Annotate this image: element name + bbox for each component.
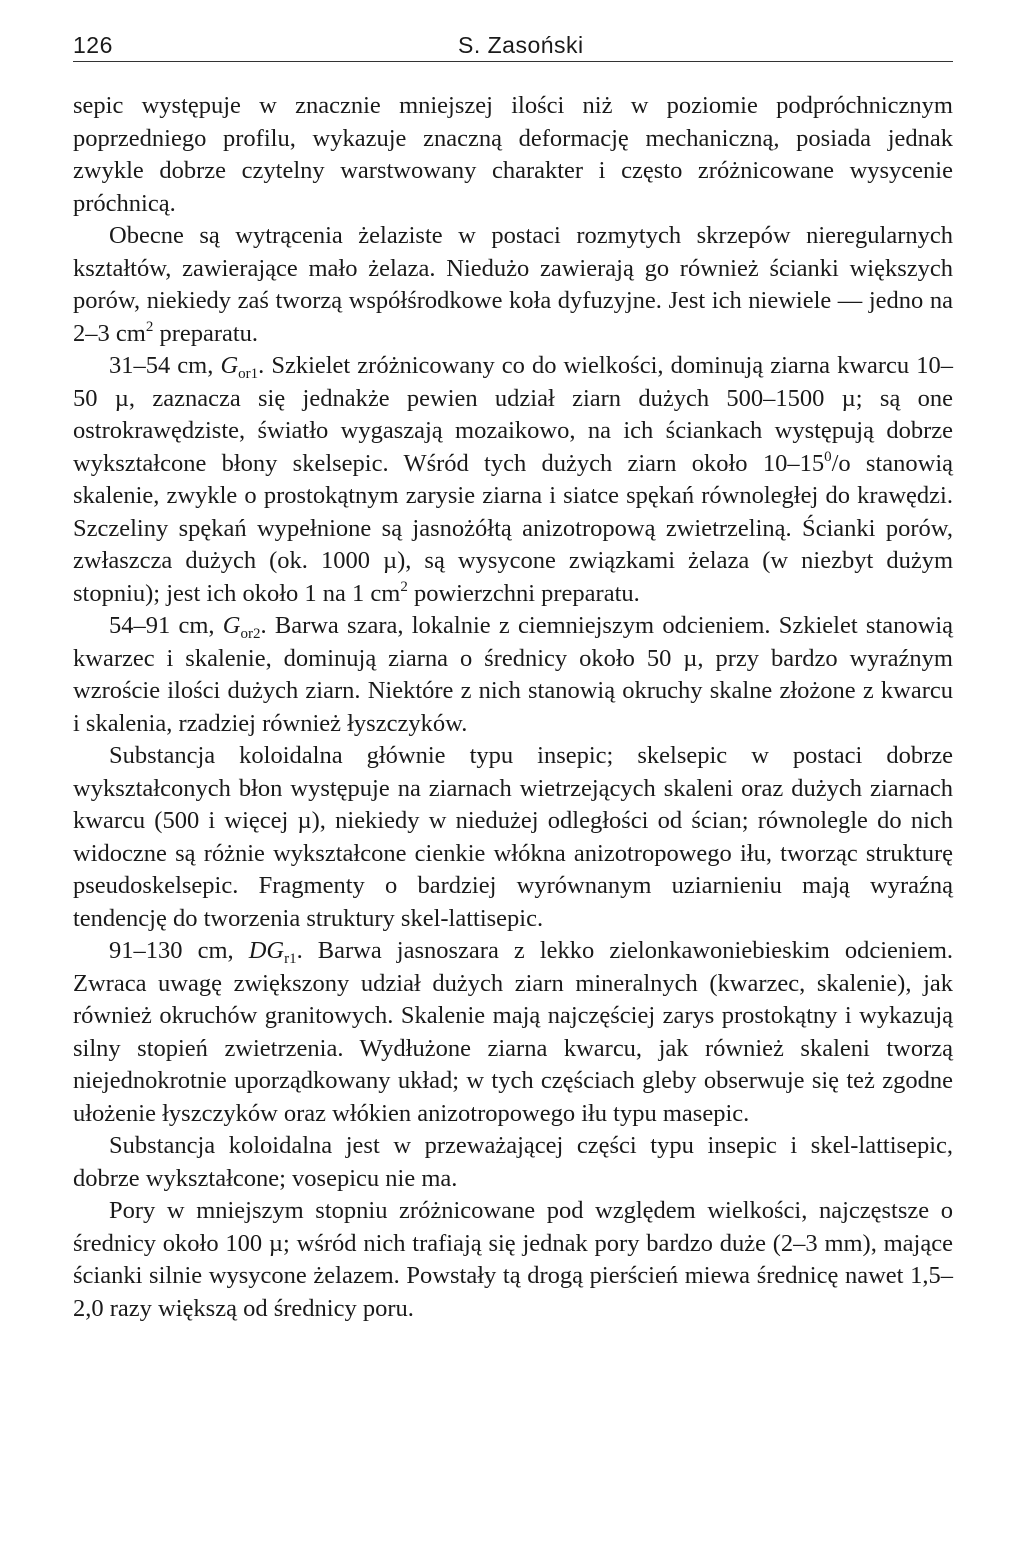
paragraph-4 [73, 610, 953, 740]
paragraph-3-text-a: . Szkielet zróżnicowany co do wielkości, dominują ziarna kwarcu 10–50 µ, zaznacza się jednakże pewien udział ziarn dużych 500–1500 µ; są one ostrokrawędziste, światło wygaszają mozaikowo, na ich ściankach występują dobrze wykształcone błony skelsepic. Wśród tych dużych ziarn około 10–15 [73, 352, 953, 477]
paragraph-3 [73, 350, 953, 610]
paragraph-2-superscript: 2 [145, 318, 154, 335]
horizon-symbol-subscript: or2 [240, 626, 261, 642]
paragraph-3-superscript-2: 2 [400, 578, 408, 595]
horizon-symbol: G [222, 612, 241, 639]
running-head: S. Zasoński [458, 32, 584, 58]
paragraph-7: Substancja koloidalna jest w przeważającej części typu insepic i skel-lattisepic, dobrze wykształcone; vosepicu nie ma. [73, 1132, 953, 1192]
horizon-depth-range: 54–91 cm, [109, 612, 223, 639]
page-header [73, 28, 953, 64]
page-number: 126 [73, 32, 113, 58]
horizon-depth-range: 31–54 cm, [109, 352, 221, 379]
paragraph-3-text-b: /o stanowią skalenie, zwykle o prostokątnym zarysie ziarna i siatce spękań równoległej do krawędzi. Szczeliny spękań wypełnione są jasnożółtą anizotropową zwietrzeliną. Ścianki porów, zwłaszcza dużych (ok. 1000 µ), są wysycone związkami żelaza (w niezbyt dużym stopniu); jest ich około 1 na 1 cm [73, 449, 953, 607]
horizon-depth-range: 91–130 cm, [109, 937, 249, 964]
paragraph-2 [73, 220, 953, 350]
paragraph-1: sepic występuje w znacznie mniejszej ilości niż w poziomie podpróchnicznym poprzedniego profilu, wykazuje znaczną deformację mechaniczną, posiada jednak zwykle dobrze czytelny warstwowany charakter i często zróżnicowane wysycenie próchnicą. [73, 92, 953, 217]
paragraph-3-superscript: 0 [824, 448, 832, 465]
paragraph-5: Substancja koloidalna głównie typu insepic; skelsepic w postaci dobrze wykształconych błon występuje na ziarnach wietrzejących skaleni oraz dużych ziarnach kwarcu (500 i więcej µ), niekiedy w niedużej odległości od ścian; równolegle do nich widoczne są różnie wykształcone cienkie włókna anizotropowego iłu, tworząc strukturę pseudoskelsepic. Fragmenty o bardziej wyrównanym uziarnieniu mają wyraźną tendencję do tworzenia struktury skel-lattisepic. [73, 742, 953, 932]
document-page [73, 28, 953, 1325]
paragraph-2-text-a: Obecne są wytrącenia żelaziste w postaci rozmytych skrzepów nieregularnych kształtów, zawierające mało żelaza. Niedużo zawierają go również ścianki większych porów, niekiedy zaś tworzą współśrodkowe koła dyfuzyjne. Jest ich niewiele — jedno na 2–3 cm [73, 222, 953, 347]
paragraph-3-text-c: powierzchni preparatu. [407, 579, 640, 607]
paragraph-2-text-b: preparatu. [153, 319, 259, 347]
paragraph-4-text: . Barwa szara, lokalnie z ciemniejszym odcieniem. Szkielet stanowią kwarzec i skalenie, dominują ziarna o średnicy około 50 µ, przy bardzo wyraźnym wzroście ilości dużych ziarn. Niektóre z nich stanowią okruchy skalne złożone z kwarcu i skalenia, rzadziej również łyszczyków. [73, 612, 953, 737]
paragraph-6-text: . Barwa jasnoszara z lekko zielonkawoniebieskim odcieniem. Zwraca uwagę zwiększony udział dużych ziarn mineralnych (kwarzec, skalenie), jak również okruchów granitowych. Skalenie mają najczęściej zarys prostokątny i wykazują silny stopień zwietrzenia. Wydłużone ziarna kwarcu, jak również skaleni tworzą niejednokrotnie uporządkowany układ; w tych częściach gleby obserwuje się też zgodne ułożenie łyszczyków oraz włókien anizotropowego iłu typu masepic. [73, 937, 954, 1127]
paragraph-8: Pory w mniejszym stopniu zróżnicowane pod względem wielkości, najczęstsze o średnicy około 100 µ; wśród nich trafiają się jednak pory bardzo duże (2–3 mm), mające ścianki silnie wysycone żelazem. Powstały tą drogą pierścień miewa średnicę nawet 1,5–2,0 razy większą od średnicy poru. [73, 1197, 953, 1322]
horizon-symbol-subscript: r1 [284, 951, 297, 967]
header-rule [73, 61, 953, 62]
paragraph-6 [73, 935, 953, 1130]
horizon-symbol-subscript: or1 [238, 366, 259, 382]
body-text [73, 90, 953, 1325]
horizon-symbol: G [220, 352, 239, 379]
horizon-symbol: DG [248, 937, 285, 964]
